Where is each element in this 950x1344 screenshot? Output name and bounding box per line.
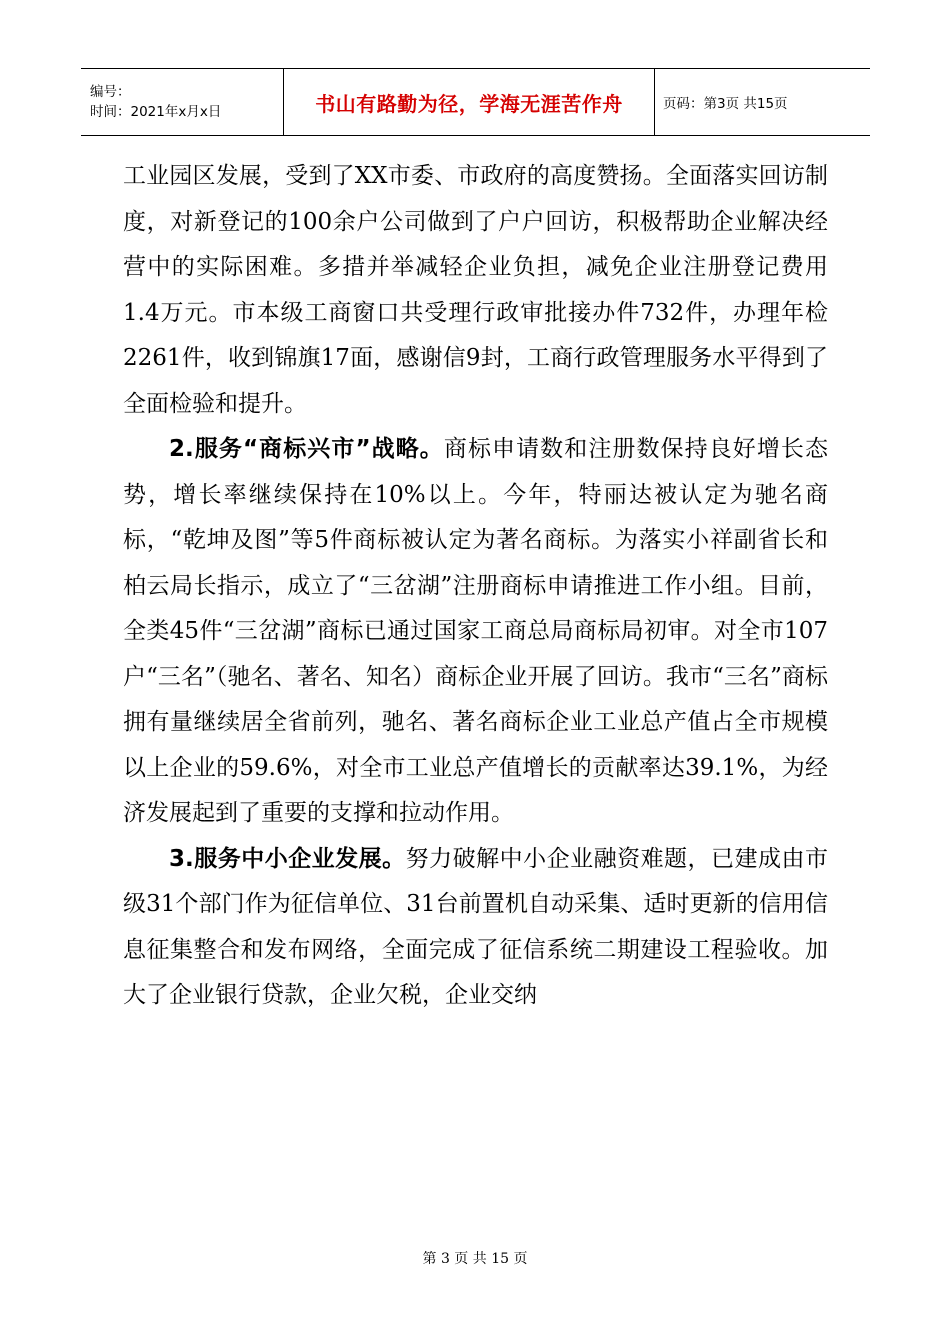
- section-heading-3: 3.服务中小企业发展。: [169, 845, 406, 872]
- header-page-info: [655, 69, 870, 135]
- document-body: [123, 154, 828, 1019]
- header-motto: 书山有路勤为径，学海无涯苦作舟: [315, 91, 623, 116]
- paragraph-3: [123, 837, 828, 1019]
- header-meta: [81, 69, 283, 135]
- paragraph-2-text: 商标申请数和注册数保持良好增长态势，增长率继续保持在10%以上。今年，特丽达被认定为驰名商标，“乾坤及图”等5件商标被认定为著名商标。为落实小祥副省长和柏云局长指示，成立了“三岔湖”注册商标申请推进工作小组。目前，全类45件“三岔湖”商标已通过国家工商总局商标局初审。对全市107户“三名”（驰名、著名、知名）商标企业开展了回访。我市“三名”商标拥有量继续居全省前列，驰名、著名商标企业工业总产值占全市规模以上企业的59.6%，对全市工业总产值增长的贡献率达39.1%，为经济发展起到了重要的支撑和拉动作用。: [123, 436, 828, 826]
- header-motto-cell: [283, 69, 655, 135]
- document-header: [81, 68, 870, 136]
- section-heading-2: 2.服务“商标兴市”战略。: [169, 436, 444, 462]
- document-number: 编号：: [90, 84, 131, 100]
- header-page-number: 页码：第3页 共15页: [663, 96, 788, 112]
- paragraph-1: 工业园区发展，受到了XX市委、市政府的高度赞扬。全面落实回访制度，对新登记的100余户公司做到了户户回访，积极帮助企业解决经营中的实际困难。多措并举减轻企业负担，减免企业注册登记费用 1.4万元。市本级工商窗口共受理行政审批接办件732件，办理年检2261件，收到锦旗17面，感谢信9封，工商行政管理服务水平得到了全面检验和提升。: [123, 163, 828, 417]
- page-footer: 第 3 页 共 15 页: [422, 1251, 528, 1267]
- paragraph-3-text: 努力破解中小企业融资难题，已建成由市级31个部门作为征信单位、31台前置机自动采集、适时更新的信用信息征集整合和发布网络，全面完成了征信系统二期建设工程验收。加大了企业银行贷款，企业欠税，企业交纳: [123, 845, 828, 1008]
- paragraph-2: [123, 427, 828, 837]
- document-date: 时间：2021年x月x日: [90, 104, 222, 120]
